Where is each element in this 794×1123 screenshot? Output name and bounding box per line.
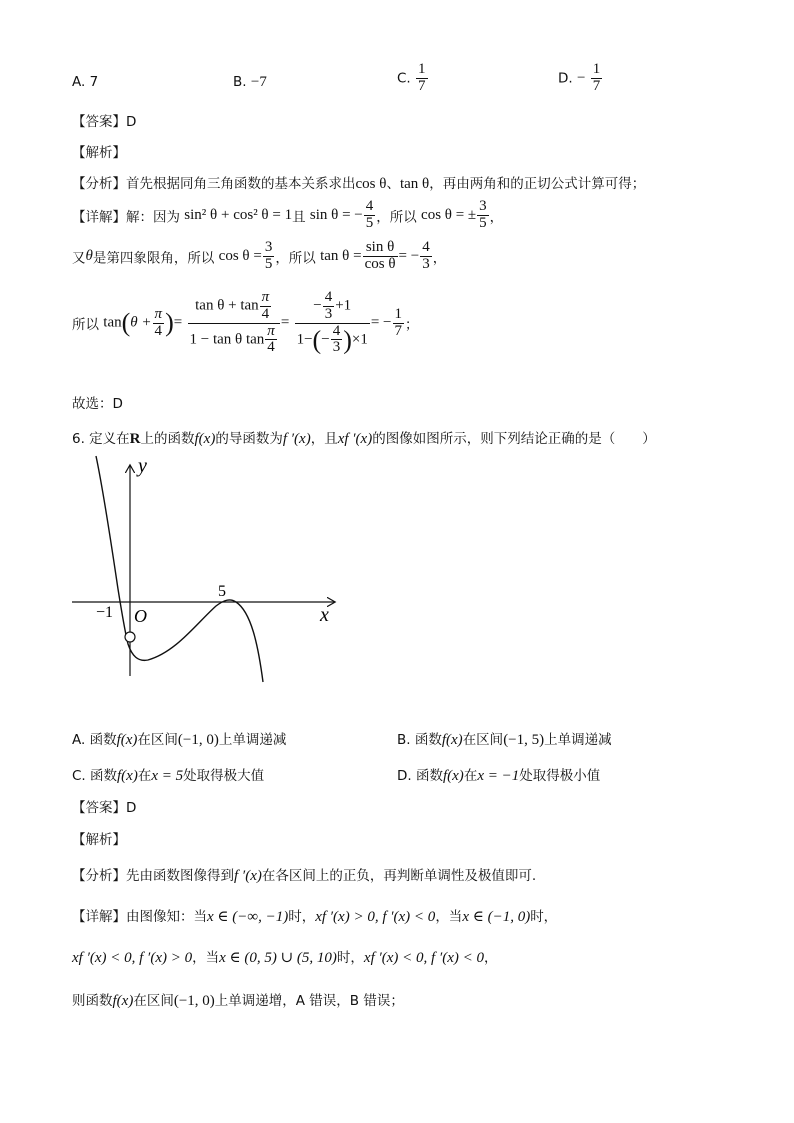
detail-text: 上单调递增，A 错误，B 错误； xyxy=(214,993,404,1009)
open-point-origin xyxy=(125,632,135,642)
q6-fenxi xyxy=(72,864,536,885)
fraction-numerator: sin θ xyxy=(363,240,398,257)
detail-text: 时， xyxy=(336,950,364,966)
q5-option-d-fraction xyxy=(591,62,603,95)
fraction xyxy=(323,290,335,323)
q6-answer xyxy=(72,796,136,816)
fraction-denominator: 7 xyxy=(418,77,426,94)
fraction-denominator: 3 xyxy=(422,255,430,272)
q6-graph xyxy=(66,454,346,694)
fraction-denominator: 3 xyxy=(324,305,333,322)
fraction-denominator xyxy=(295,324,370,357)
detail-text: ，所以 xyxy=(275,250,316,267)
substituted-fraction xyxy=(295,290,370,356)
equals-negative: = − xyxy=(398,247,420,264)
derivative-fpx: f ′(x) xyxy=(282,431,311,447)
fraction-numerator: 1 xyxy=(592,61,601,77)
stem-text: 的导函数为 xyxy=(215,431,283,447)
q5-conclusion: 故选：D xyxy=(72,396,123,412)
fraction-denominator: 4 xyxy=(267,339,275,356)
fraction-numerator: 4 xyxy=(324,289,333,305)
plus-one: +1 xyxy=(335,297,352,314)
detail-text: ，所以 xyxy=(376,209,417,226)
stem-text: ，且 xyxy=(310,431,338,447)
detail-text: ， xyxy=(432,250,447,267)
sin-equation: sin θ = − xyxy=(309,206,363,223)
five-label: 5 xyxy=(218,583,226,600)
q5-fenxi xyxy=(72,172,645,193)
left-paren: ( xyxy=(312,324,322,354)
q5-option-b xyxy=(233,74,267,91)
fraction-denominator: 5 xyxy=(365,214,374,231)
detail-text: ， xyxy=(484,950,498,966)
fraction-denominator xyxy=(188,324,280,357)
fraction-numerator: 4 xyxy=(365,198,374,214)
derivative-fpx: f ′(x) xyxy=(234,868,262,884)
option-text: 上单调递减 xyxy=(544,732,612,748)
stem-text: 的图像如图所示，则下列结论正确的是（ ） xyxy=(372,431,656,447)
function-fx: f(x) xyxy=(442,768,464,784)
fraction-denominator: 7 xyxy=(394,322,402,339)
q6-detail-line-3 xyxy=(72,989,404,1010)
right-paren: ) xyxy=(165,308,174,337)
fraction-denominator: 5 xyxy=(264,255,273,272)
fenxi-cos: cos θ xyxy=(355,176,387,192)
detail-text: ， xyxy=(489,209,504,226)
q6-option-d xyxy=(397,764,600,785)
equation: x = 5 xyxy=(151,768,184,784)
answer-tag: 【答案】 xyxy=(72,114,126,130)
q5-option-c-prefix: C. xyxy=(397,70,411,87)
sign-condition: xf ′(x) < 0, f ′(x) < 0 xyxy=(363,950,485,966)
answer-tag: 【答案】 xyxy=(72,800,126,816)
option-text: B. 函数 xyxy=(397,732,442,748)
q5-option-d-sign: − xyxy=(576,69,586,86)
fraction-numerator: 1 xyxy=(394,305,402,322)
fraction xyxy=(260,290,272,323)
detail-text: ； xyxy=(405,317,419,333)
fraction-denominator: 3 xyxy=(332,339,341,356)
stem-text: 上的函数 xyxy=(140,431,195,447)
one-minus: 1− xyxy=(296,330,313,347)
fraction-numerator: π xyxy=(267,322,275,339)
q5-answer xyxy=(72,110,136,130)
detail-text: 又 xyxy=(72,250,86,267)
detail-text: 且 xyxy=(292,209,306,226)
q5-option-d xyxy=(558,62,603,95)
equation: x = −1 xyxy=(477,768,520,784)
interval: (−1, 0) xyxy=(177,732,219,748)
q5-option-d-prefix: D. xyxy=(558,70,573,87)
interval-condition: x ∈ (−∞, −1) xyxy=(207,909,289,925)
interval-condition: x ∈ (0, 5) ∪ (5, 10) xyxy=(219,950,337,966)
interval-condition: x ∈ (−1, 0) xyxy=(462,909,531,925)
curve-xfpx xyxy=(96,456,263,682)
detail-text: 时， xyxy=(288,909,316,925)
fraction-numerator xyxy=(188,290,280,324)
detail-text: ，当 xyxy=(192,950,220,966)
q5-option-c-fraction xyxy=(416,62,428,95)
formula-denominator: 1 − tan θ tan xyxy=(189,330,265,347)
tan-function: tan xyxy=(103,314,122,331)
fraction xyxy=(477,199,489,232)
fenxi-tag: 【分析】 xyxy=(72,176,126,192)
detail-text: 解：因为 xyxy=(126,209,180,226)
fenxi-tan: tan θ xyxy=(399,176,430,192)
identity-equation: sin² θ + cos² θ = 1 xyxy=(184,206,293,223)
neg-one-label: −1 xyxy=(96,604,114,621)
product-xfpx: xf ′(x) xyxy=(337,431,373,447)
option-text: 在区间 xyxy=(462,732,504,748)
detail-text: 在区间 xyxy=(133,993,174,1009)
fraction xyxy=(363,240,398,273)
fraction xyxy=(265,324,277,357)
fraction xyxy=(420,240,432,273)
cos-equation: cos θ = xyxy=(218,247,262,264)
theta-symbol: θ xyxy=(85,247,93,264)
detail-text: 是第四象限角，所以 xyxy=(92,250,215,267)
q5-analysis-tag: 【解析】 xyxy=(72,145,126,161)
fenxi-text: 首先根据同角三角函数的基本关系求出 xyxy=(126,176,356,192)
option-text: A. 函数 xyxy=(72,732,117,748)
option-text: 在区间 xyxy=(137,732,178,748)
q5-option-c xyxy=(397,62,429,95)
tan-equation: tan θ = xyxy=(320,247,362,264)
option-text: 处取得极大值 xyxy=(183,768,265,784)
interval: (−1, 5) xyxy=(503,732,545,748)
fraction xyxy=(331,324,343,357)
function-fx: f(x) xyxy=(441,732,463,748)
q5-detail-line-3 xyxy=(72,290,419,356)
fraction-numerator: 1 xyxy=(418,61,426,77)
fraction xyxy=(153,307,165,340)
times-one: ×1 xyxy=(351,330,368,347)
fraction-numerator: 4 xyxy=(332,322,341,339)
option-text: D. 函数 xyxy=(397,768,443,784)
q5-option-a: A. 7 xyxy=(72,74,99,90)
detail-text: 由图像知：当 xyxy=(126,909,207,925)
fraction-numerator: 3 xyxy=(479,198,487,214)
option-text: 处取得极小值 xyxy=(519,768,601,784)
equals-negative: = − xyxy=(370,314,392,331)
q5-option-b-prefix: B. xyxy=(233,74,247,90)
equals: = xyxy=(173,314,183,331)
cos-equation: cos θ = ± xyxy=(421,206,477,223)
detail-text: 时， xyxy=(530,909,558,925)
fraction-numerator: π xyxy=(261,289,270,305)
fraction-numerator: 4 xyxy=(422,239,430,255)
q6-analysis-tag: 【解析】 xyxy=(72,832,126,848)
fenxi-text: 在各区间上的正负，再判断单调性及极值即可. xyxy=(261,868,537,884)
q6-option-b xyxy=(397,728,612,749)
answer-value: D xyxy=(126,800,137,816)
minus-sign: − xyxy=(313,297,322,314)
function-fx: f(x) xyxy=(116,732,138,748)
x-axis-label: x xyxy=(320,604,329,626)
q6-option-a xyxy=(72,728,286,749)
xiangjie-tag: 【详解】 xyxy=(72,909,126,925)
left-paren: ( xyxy=(121,308,131,337)
fraction xyxy=(364,199,376,232)
sign-condition: xf ′(x) < 0, f ′(x) > 0 xyxy=(72,950,193,966)
q6-stem xyxy=(72,427,656,448)
theta-plus: θ + xyxy=(130,314,152,331)
function-fx: f(x) xyxy=(112,993,134,1009)
fraction-denominator: 5 xyxy=(479,214,487,231)
function-fx: f(x) xyxy=(117,768,138,784)
function-fx: f(x) xyxy=(194,431,216,447)
option-text: C. 函数 xyxy=(72,768,118,784)
fenxi-sep: 、 xyxy=(386,176,400,192)
q5-detail-line-1 xyxy=(72,199,503,232)
fraction-denominator: 4 xyxy=(261,305,270,322)
minus-sign: − xyxy=(321,330,330,347)
sign-condition: xf ′(x) > 0, f ′(x) < 0 xyxy=(315,909,436,925)
detail-text: 则函数 xyxy=(72,993,113,1009)
q6-detail-line-2 xyxy=(72,946,498,967)
stem-text: 6. 定义在 xyxy=(72,431,130,447)
fenxi-end: ，再由两角和的正切公式计算可得； xyxy=(429,176,646,192)
q5-detail-line-2 xyxy=(72,240,446,273)
q6-option-c xyxy=(72,764,264,785)
option-text: 在 xyxy=(463,768,478,784)
fraction-denominator: cos θ xyxy=(364,255,396,272)
option-text: 上单调递减 xyxy=(218,732,287,748)
q5-option-b-value: −7 xyxy=(250,74,267,90)
y-axis-label: y xyxy=(138,455,147,477)
fenxi-tag: 【分析】 xyxy=(72,868,126,884)
sum-formula-fraction xyxy=(188,290,280,356)
interval: (−1, 0) xyxy=(173,993,215,1009)
detail-text: ，当 xyxy=(435,909,463,925)
fraction-denominator: 7 xyxy=(592,77,601,94)
xiangjie-tag: 【详解】 xyxy=(72,209,126,226)
right-paren: ) xyxy=(343,324,352,354)
fraction-numerator xyxy=(295,290,370,324)
formula-numerator: tan θ + tan xyxy=(195,297,259,314)
option-text: 在 xyxy=(137,768,152,784)
detail-text: 所以 xyxy=(72,317,99,333)
origin-label: O xyxy=(134,606,147,626)
fraction-numerator: 3 xyxy=(264,239,273,255)
fraction-numerator: π xyxy=(154,305,163,322)
fraction xyxy=(393,307,405,340)
answer-value: D xyxy=(126,114,137,130)
fraction-denominator: 4 xyxy=(154,322,163,339)
reals-symbol: R xyxy=(129,431,141,447)
q6-detail-line-1 xyxy=(72,905,557,926)
fenxi-text: 先由函数图像得到 xyxy=(126,868,234,884)
fraction xyxy=(263,240,275,273)
equals: = xyxy=(280,314,290,331)
